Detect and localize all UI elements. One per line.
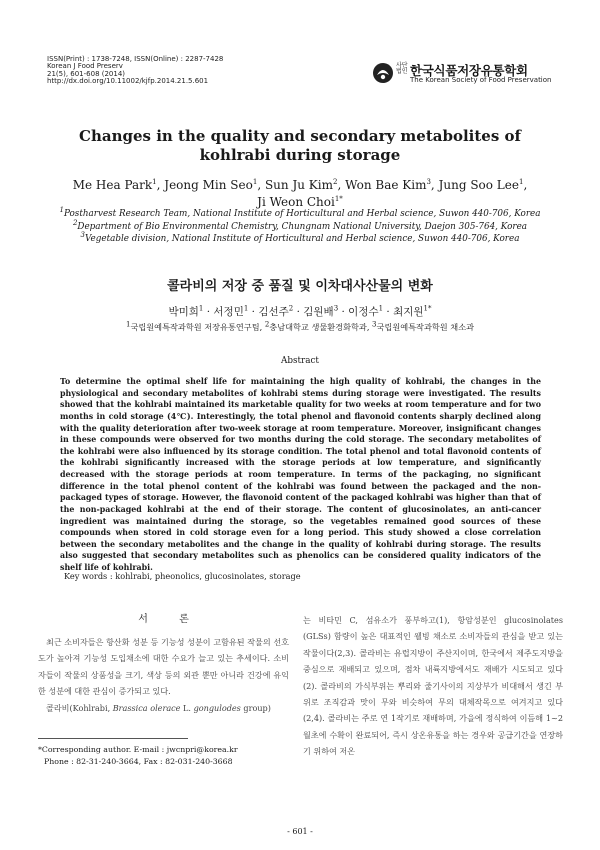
variety-name: gongulodes xyxy=(193,702,241,713)
author-name-ko: 이정수 xyxy=(348,306,379,318)
intro-paragraph-3: 는 비타민 C, 섬유소가 풍부하고(1), 항암성분인 glucosinolates (GLSs) 함량이 높은 대표적인 웰빙 채소로 소비자들의 관심을 받고 있는 작물이다(2,3). 콜라비는 유럽지방이 주산지이며, 한국에서 제주도지방을 중심으로 재배되고 있으며, 점차 내륙지방에서도 재배가 시도되고 있다(2). 콜라비의 가식부위는 뿌리와 줄기사이의 지상부가 비대해서 생긴 부위로 조직감과 맛이 무와 비슷하여 무의 대체작목으로 여겨지고 있다(2,4). 콜라비는 주로 연 1작기로 재배하며, 가을에 정식하여 이듬해 1~2월초에 수확이 완료되어, 즉시 상온유통을 하는 경우와 공급기간을 연장하기 위하여 저온 xyxy=(303,615,563,757)
affiliation-item xyxy=(40,233,560,246)
affiliation-mark: 3 xyxy=(80,231,85,240)
author-affil-mark: 3 xyxy=(426,178,431,186)
author-name-ko: 최지원 xyxy=(393,306,424,318)
journal-name: Korean J Food Preserv xyxy=(47,62,123,71)
author-affil-mark: 2 xyxy=(332,178,338,186)
author-affil-mark: 1 xyxy=(243,304,249,313)
footnote-phone: Phone : 82-31-240-3664, Fax : 82-031-240-3668 xyxy=(44,757,233,766)
author-name: Won Bae Kim xyxy=(345,178,427,192)
author-affil-mark: 3 xyxy=(333,304,339,313)
intro-p2-end: group) xyxy=(240,702,271,713)
author-affil-mark: 1* xyxy=(423,304,432,313)
journal-meta xyxy=(47,56,223,86)
affiliation-text: Vegetable division, National Institute of Horticultural and Herbal science, Suwon 440-706, Korea xyxy=(84,234,520,245)
keywords-label: Key words : xyxy=(64,571,113,581)
intro-p2-start: 콜라비(Kohlrabi, xyxy=(46,702,113,713)
article-title-en: Changes in the quality and secondary metabolites of kohlrabi during storage xyxy=(79,127,521,164)
footnote-divider xyxy=(38,738,188,739)
doi-link[interactable]: http://dx.doi.org/10.11002/kjfp.2014.21.5.601 xyxy=(47,77,209,86)
logo-corp-label: 사단 법인 xyxy=(396,62,408,75)
corresponding-author-footnote xyxy=(38,744,298,768)
society-logo xyxy=(372,60,562,86)
intro-right-column xyxy=(303,612,563,760)
species-name: Brassica olerace xyxy=(112,702,181,713)
author-affil-mark: 1 xyxy=(378,304,384,313)
affiliations-ko: $^1$국립원예특작과학원 저장유통연구팀, $^2$충남대학교 생물환경화학과, $^3$국립원예특작과학원 채소과 xyxy=(125,320,475,332)
intro-paragraph-2 xyxy=(38,700,289,716)
author-name-ko: 서정민 xyxy=(213,306,244,318)
affiliation-mark: 1 xyxy=(125,320,131,329)
author-affil-mark: 2 xyxy=(288,304,294,313)
author-list-en: Me Hea Park$^1$, Jeong Min Seo$^1$, Sun Ju Kim$^2$, Won Bae Kim$^3$, Jung Soo Lee$^1$, Ji Weon Choi$^{1*}$ xyxy=(72,178,528,209)
society-emblem-icon xyxy=(372,62,394,84)
logo-korean-name: 한국식품저장유통학회 xyxy=(410,63,528,78)
author-name: Jeong Min Seo xyxy=(164,178,253,192)
author-name-ko: 김원배 xyxy=(303,306,334,318)
affiliations-en xyxy=(40,208,560,246)
page-number: - 601 - xyxy=(287,827,313,836)
affiliation-text-ko: 국립원예특작과학원 채소과 xyxy=(376,322,475,332)
keywords-text: kohlrabi, pheonolics, glucosinolates, storage xyxy=(115,571,301,581)
affiliation-text-ko: 국립원예특작과학원 저장유통연구팀 xyxy=(130,322,260,332)
author-name-ko: 김선주 xyxy=(258,306,289,318)
author-affil-mark: 1 xyxy=(518,178,524,186)
issn-line: ISSN(Print) : 1738-7248, ISSN(Online) : 2287-7428 xyxy=(47,55,224,63)
logo-english-name: The Korean Society of Food Preservation xyxy=(410,76,552,84)
affiliation-text: Postharvest Research Team, National Institute of Horticultural and Herbal science, Suwon 440-706, Korea xyxy=(63,209,541,219)
author-name: Ji Weon Choi xyxy=(257,195,335,209)
affiliation-text: Department of Bio Environmental Chemistry, Chungnam National University, Daejon 305-764, Korea xyxy=(77,221,528,232)
author-affil-mark: 1 xyxy=(198,304,204,313)
affiliation-mark: 1 xyxy=(59,206,64,215)
abstract-heading: Abstract xyxy=(281,356,319,366)
author-affil-mark: 1* xyxy=(334,195,343,203)
author-list-ko: 박미희$^1$ · 서정민$^1$ · 김선주$^2$ · 김원배$^3$ · 이정수$^1$ · 최지원$^{1*}$ xyxy=(168,304,432,318)
intro-paragraph-1: 최근 소비자들은 항산화 성분 등 기능성 성분이 고함유된 작물의 선호도가 높아져 기능성 도입채소에 대한 수요가 늘고 있는 추세이다. 소비자들이 작물의 상품성을 크기, 색상 등의 외관 뿐만 아니라 건강에 유익한 성분에 대한 관심이 증가되고 있다. xyxy=(38,637,289,697)
author-name: Me Hea Park xyxy=(72,178,153,192)
affiliation-mark: 3 xyxy=(372,320,377,329)
author-name: Sun Ju Kim xyxy=(264,178,333,192)
affiliation-mark: 2 xyxy=(72,218,78,227)
affiliation-item xyxy=(40,208,560,221)
abstract-body: To determine the optimal shelf life for maintaining the high quality of kohlrabi, the changes in the physiological and secondary metabolites of kohlrabi stems during storage were investigated. The results showed that the kohlrabi maintained its marketable quality for two weeks at room temperature and for two months in cold storage (4℃). Interestingly, the total phenol and flavonoid contents sharply declined along with the quality deterioration after two-week storage at room temperature. Moreover, insignificant changes in these compounds were observed for two months during the cold storage. The secondary metabolites of the kohlrabi were also influenced by its storage condition. The total phenol and total flavonoid contents of the kohlrabi significantly increased with the storage periods at low temperature, and significantly decreased with the storage periods at room temperature. In terms of the packaging, no significant difference in the total phenol content of the kohlrabi was found between the packaged and the non-packaged types of storage. However, the flavonoid content of the packaged kohlrabi was higher than that of the non-packaged kohlrabi at the end of their storage. The content of glucosinolates, an anti-cancer ingredient was maintained during the storage, so the vegetables remained good sources of these compounds when stored in cold storage even for a long period. This study showed a close correlation between the secondary metabolites and the change in the quality of kohlrabi during storage. The results also suggested that secondary metabolites such as phenolics can be considered quality indicators of the shelf life of kohlrabi. xyxy=(60,377,541,572)
affiliation-mark: 2 xyxy=(264,320,270,329)
footnote-email: *Corresponding author. E-mail : jwcnpri@korea.kr xyxy=(38,745,238,754)
author-affil-mark: 1 xyxy=(252,178,258,186)
article-title-ko: 콜라비의 저장 중 품질 및 이차대사산물의 변화 xyxy=(167,279,433,294)
affiliation-text-ko: 충남대학교 생물환경화학과 xyxy=(269,322,367,332)
intro-p2-mid: L. xyxy=(180,702,194,713)
section-heading-intro: 서 론 xyxy=(138,614,203,625)
keywords xyxy=(64,571,301,581)
intro-left-column xyxy=(38,610,289,716)
author-affil-mark: 1 xyxy=(152,178,157,186)
volume-pages: 21(5), 601-608 (2014) xyxy=(47,69,126,78)
affiliation-item xyxy=(40,218,560,234)
author-name-ko: 박미희 xyxy=(168,306,199,318)
author-name: Jung Soo Lee xyxy=(438,178,519,192)
